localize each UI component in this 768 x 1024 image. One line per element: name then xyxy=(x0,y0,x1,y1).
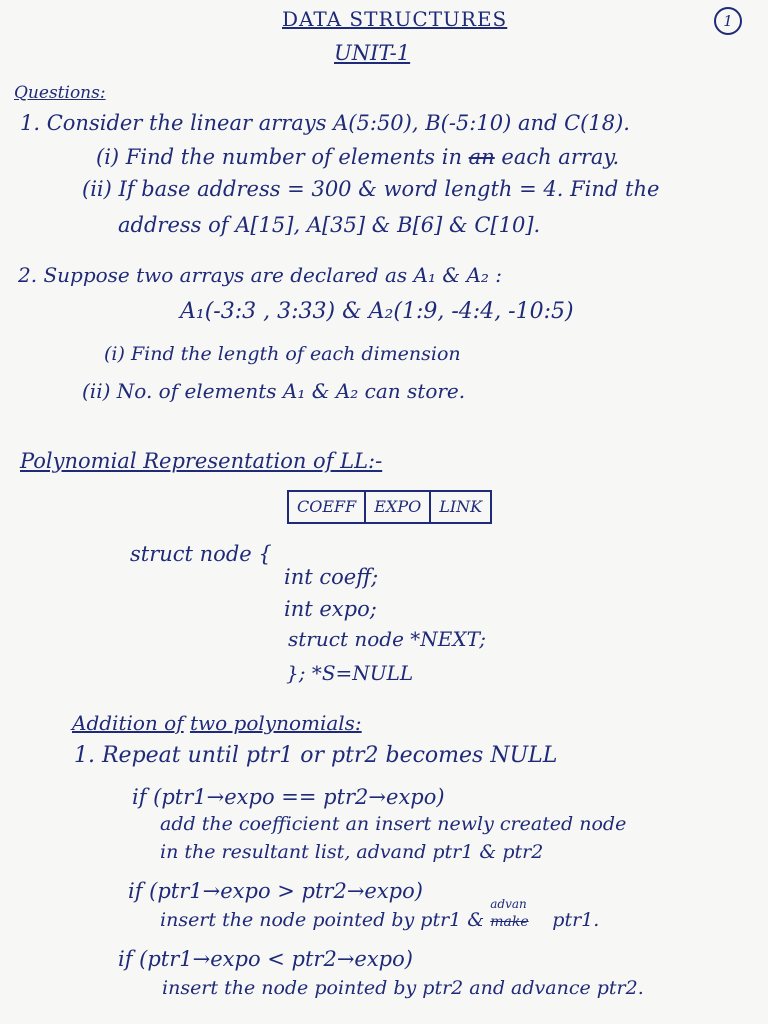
node-diagram xyxy=(287,490,492,524)
q2-part-ii: (ii) No. of elements A₁ & A₂ can store. xyxy=(82,379,466,403)
node-field-coeff: COEFF xyxy=(297,497,357,516)
if-greater: if (ptr1→expo > ptr2→expo) xyxy=(128,879,423,903)
q1-stem: 1. Consider the linear arrays A(5:50), B(-5:10) and C(18). xyxy=(20,111,630,135)
if-greater-struck: make xyxy=(490,914,529,930)
q1-part-i xyxy=(96,146,619,169)
q1-part-ii: (ii) If base address = 300 & word length = 4. Find the xyxy=(82,177,660,201)
addition-heading-b: two polynomials: xyxy=(189,711,362,735)
if-greater-insert: advan xyxy=(490,897,527,911)
if-equal: if (ptr1→expo == ptr2→expo) xyxy=(132,785,445,809)
page-title: DATA STRUCTURES xyxy=(282,7,508,31)
q2-stem: 2. Suppose two arrays are declared as A₁ & A₂ : xyxy=(18,263,503,287)
node-field-link: LINK xyxy=(429,492,490,522)
struct-line-1: struct node { xyxy=(130,542,272,566)
if-greater-body xyxy=(160,897,600,931)
node-field-expo: EXPO xyxy=(364,492,429,522)
struct-line-5: }; *S=NULL xyxy=(286,661,414,685)
q1-part-i-text: (i) Find the number of elements in xyxy=(96,145,462,169)
page-number: 1 xyxy=(714,7,742,35)
struct-line-2: int coeff; xyxy=(284,565,379,589)
struct-line-3: int expo; xyxy=(284,597,377,621)
if-greater-body-a: insert the node pointed by ptr1 & xyxy=(160,909,485,931)
questions-heading: Questions: xyxy=(14,83,106,103)
if-less-body: insert the node pointed by ptr2 and advance ptr2. xyxy=(162,977,644,999)
if-greater-correction xyxy=(490,897,546,931)
addition-step-1: 1. Repeat until ptr1 or ptr2 becomes NULL xyxy=(74,743,558,768)
if-equal-body-1: add the coefficient an insert newly created node xyxy=(160,813,627,835)
q2-declaration: A₁(-3:3 , 3:33) & A₂(1:9, -4:4, -10:5) xyxy=(180,299,574,324)
addition-heading-a: Addition of xyxy=(72,711,184,735)
if-equal-body-2: in the resultant list, advand ptr1 & ptr2 xyxy=(160,841,544,863)
q1-part-ii-cont: address of A[15], A[35] & B[6] & C[10]. xyxy=(118,213,541,237)
if-greater-body-b: ptr1. xyxy=(552,909,600,931)
struct-line-4: struct node *NEXT; xyxy=(288,627,486,651)
q1-part-i-rest: each array. xyxy=(494,145,620,169)
unit-label: UNIT-1 xyxy=(334,41,411,65)
addition-heading xyxy=(72,712,362,734)
q1-part-i-struck: an xyxy=(468,145,495,169)
poly-heading: Polynomial Representation of LL:- xyxy=(20,449,383,473)
if-less: if (ptr1→expo < ptr2→expo) xyxy=(118,947,413,971)
q2-part-i: (i) Find the length of each dimension xyxy=(104,343,461,365)
